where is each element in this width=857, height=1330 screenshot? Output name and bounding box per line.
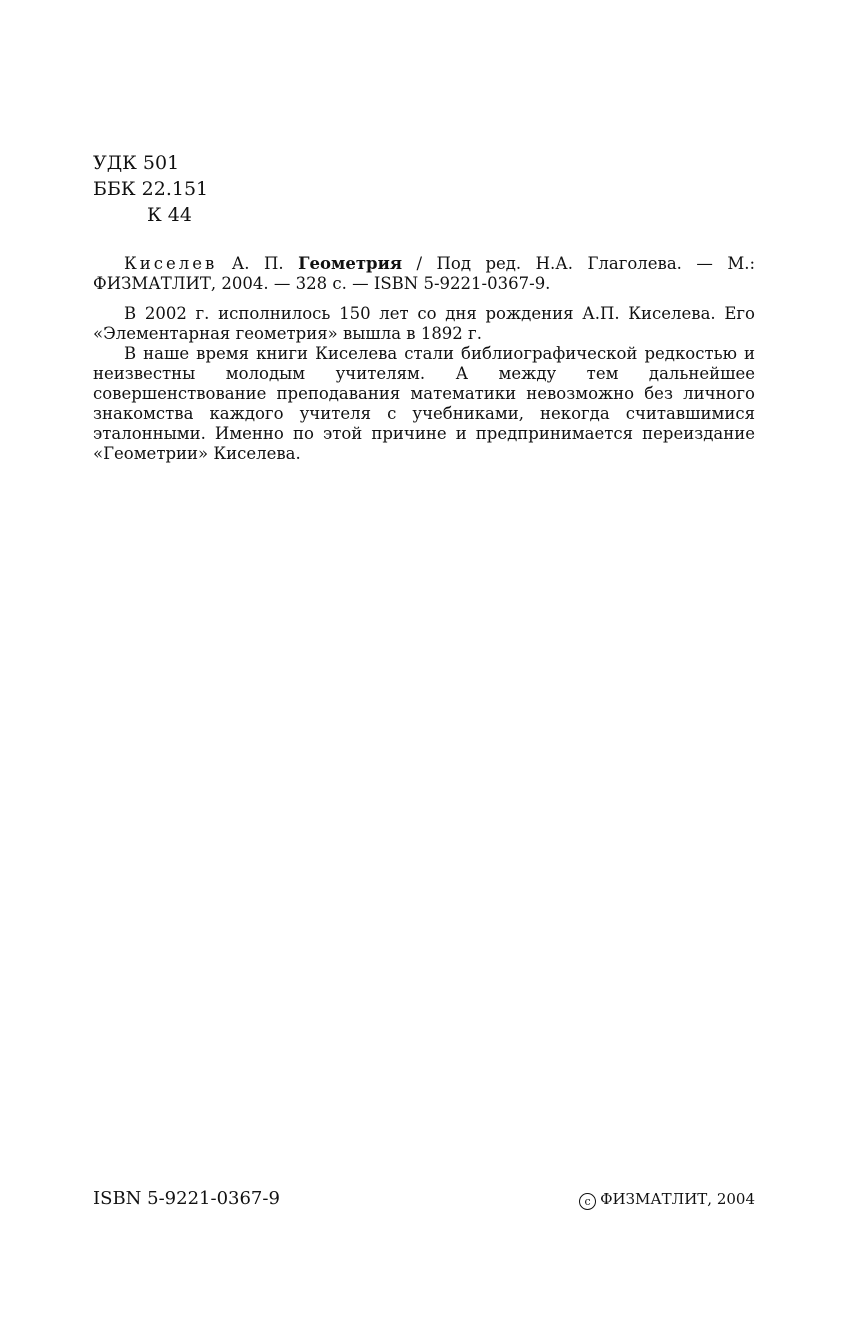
author-surname: Киселев	[124, 254, 218, 273]
author-initials: А. П.	[231, 254, 284, 273]
author-mark: К 44	[147, 204, 192, 226]
page-footer	[93, 1188, 755, 1212]
bibliographic-details: / Под ред. Н.А. Глаголева. — М.:	[416, 254, 756, 273]
annotation-block	[93, 254, 755, 464]
bibliographic-publisher: ФИЗМАТЛИТ, 2004. — 328 с. — ISBN 5-9221-0367-9.	[93, 274, 551, 293]
udk-code: УДК 501	[93, 152, 180, 174]
annotation-paragraph: В наше время книги Киселева стали библиографической редкостью и неизвестны молодым учителям. А между тем дальнейшее совершенствование преподавания математики невозможно без личного знакомства каждого учителя с учебниками, некогда считавшимися эталонными. Именно по этой причине и предпринимается переиздание «Геометрии» Киселева.	[93, 344, 755, 463]
copyright-notice	[579, 1190, 755, 1210]
copyright-icon: c	[579, 1193, 596, 1210]
annotation-paragraph: В 2002 г. исполнилось 150 лет со дня рождения А.П. Киселева. Его «Элементарная геометрия» вышла в 1892 г.	[93, 304, 755, 343]
bibliographic-record	[93, 254, 755, 294]
isbn-number: ISBN 5-9221-0367-9	[93, 1188, 280, 1209]
bbk-code: ББК 22.151	[93, 178, 209, 200]
copyright-holder: ФИЗМАТЛИТ, 2004	[600, 1190, 755, 1208]
book-title: Геометрия	[298, 254, 403, 273]
classification-codes	[93, 150, 208, 228]
